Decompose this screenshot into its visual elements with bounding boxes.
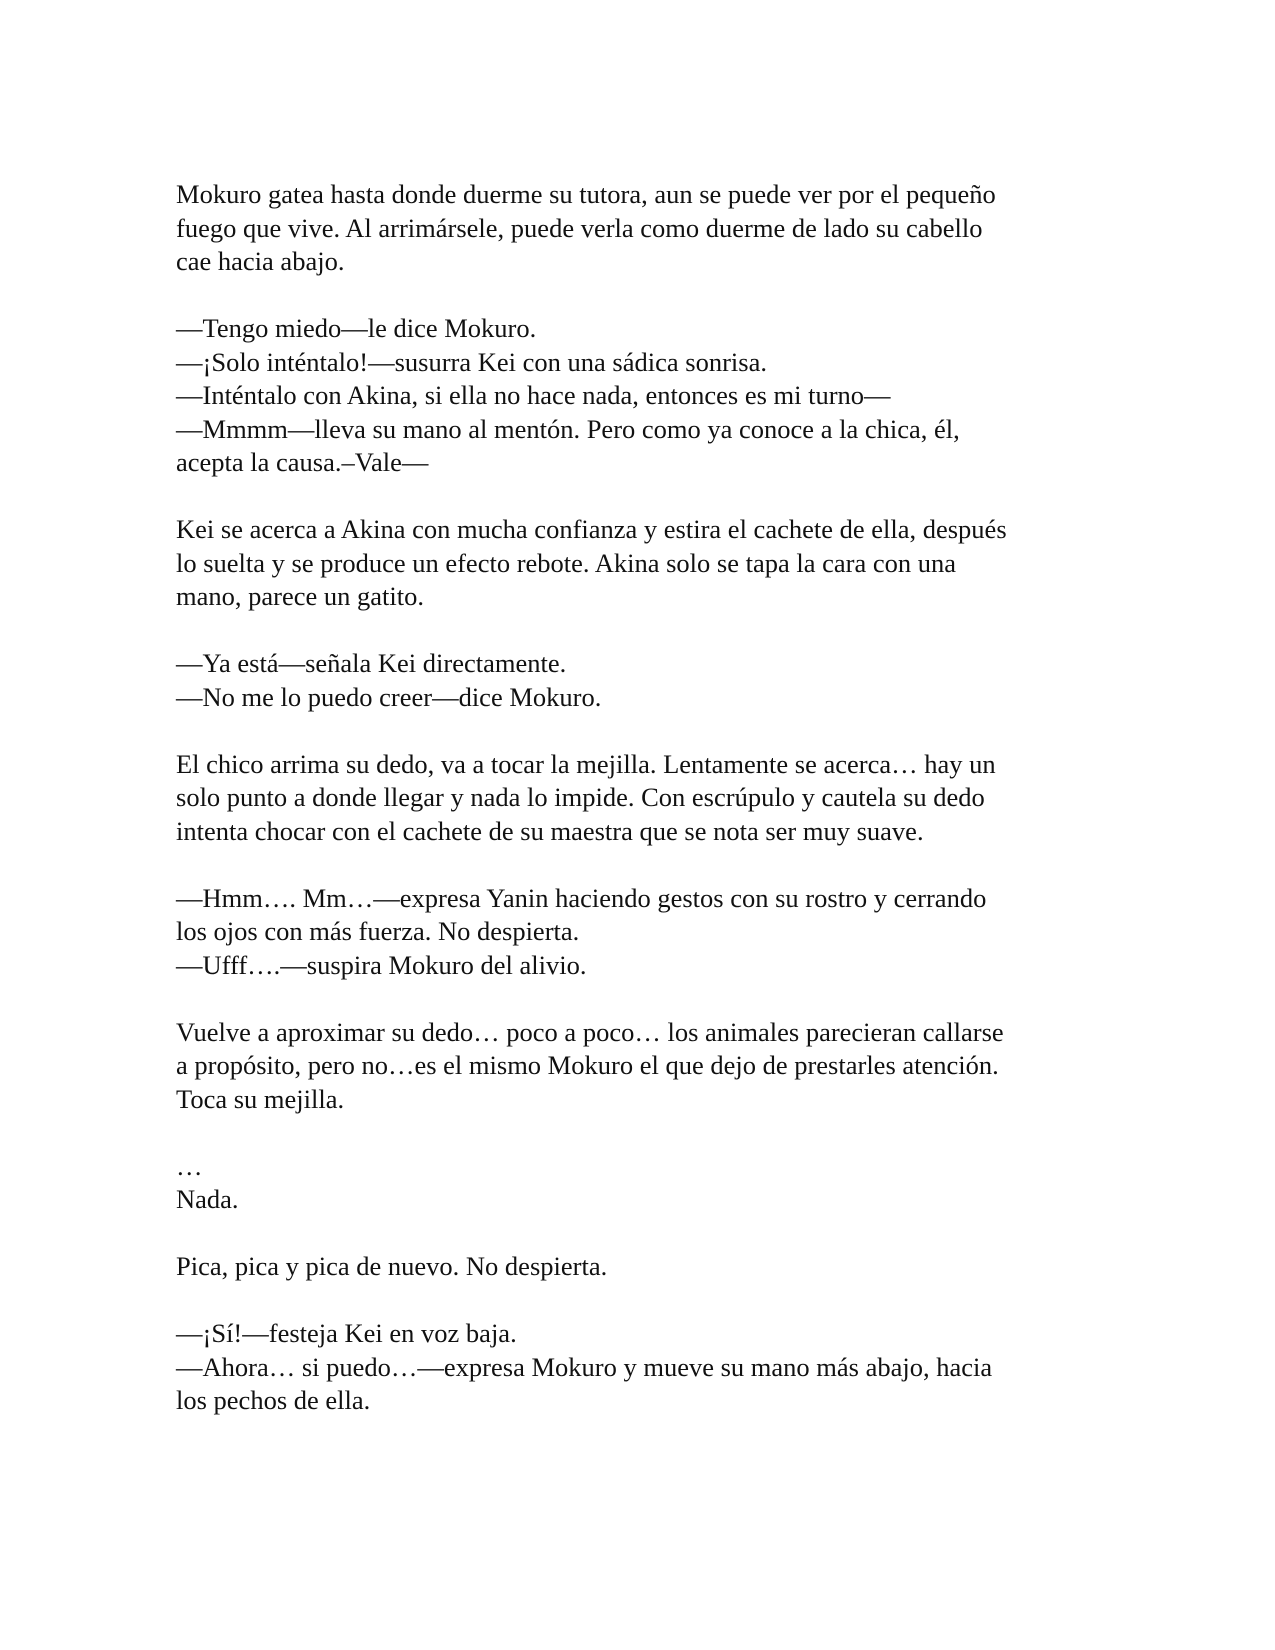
text-line: El chico arrima su dedo, va a tocar la mejilla. Lentamente se acerca… hay un [176,748,996,779]
text-line: intenta chocar con el cachete de su maestra que se nota ser muy suave. [176,815,924,846]
text-line: Mokuro gatea hasta donde duerme su tutora, aun se puede ver por el pequeño [176,179,996,209]
dialogue-line: —¡Solo inténtalo!—susurra Kei con una sádica sonrisa. [176,346,767,377]
dialogue-line: los ojos con más fuerza. No despierta. [176,916,580,946]
paragraph-6 [176,882,1096,983]
text-line: Toca su mejilla. [176,1083,345,1114]
paragraph-10 [176,1317,1096,1418]
paragraph-7 [176,1016,1096,1117]
dialogue-line: —Mmmm—lleva su mano al mentón. Pero como ya conoce a la chica, él, [176,413,960,444]
text-line: cae hacia abajo. [176,246,345,276]
paragraph-9 [176,1250,1096,1284]
dialogue-line: —¡Sí!—festeja Kei en voz baja. [176,1318,517,1348]
paragraph-2 [176,312,1096,480]
dialogue-line: —Hmm…. Mm…—expresa Yanin haciendo gestos con su rostro y cerrando [176,882,987,913]
text-line: fuego que vive. Al arrimársele, puede verla como duerme de lado su cabello [176,212,983,243]
dialogue-line: —Tengo miedo—le dice Mokuro. [176,313,537,343]
text-line: solo punto a donde llegar y nada lo impide. Con escrúpulo y cautela su dedo [176,782,985,812]
dialogue-line: —Ahora… si puedo…—expresa Mokuro y mueve su mano más abajo, hacia [176,1351,993,1382]
paragraph-4 [176,647,1096,714]
text-line: lo suelta y se produce un efecto rebote. Akina solo se tapa la cara con una [176,547,956,578]
dialogue-line: —Inténtalo con Akina, si ella no hace nada, entonces es mi turno— [176,380,891,410]
text-line: Pica, pica y pica de nuevo. No despierta. [176,1251,608,1281]
text-line: Vuelve a aproximar su dedo… poco a poco… los animales parecieran callarse [176,1016,1004,1047]
paragraph-3 [176,513,1096,614]
text-line: a propósito, pero no…es el mismo Mokuro el que dejo de prestarles atención. [176,1050,999,1080]
dialogue-line: acepta la causa.–Vale— [176,447,429,477]
paragraph-5 [176,748,1096,849]
text-line: Kei se acerca a Akina con mucha confianza y estira el cachete de ella, después [176,514,1007,544]
dialogue-line: los pechos de ella. [176,1385,371,1415]
dialogue-line: —Ufff….—suspira Mokuro del alivio. [176,949,587,980]
document-page [176,178,1096,1418]
text-line: … [176,1150,203,1181]
dialogue-line: —No me lo puedo creer—dice Mokuro. [176,681,602,712]
dialogue-line: —Ya está—señala Kei directamente. [176,648,567,678]
text-line: Nada. [176,1184,239,1214]
text-line: mano, parece un gatito. [176,581,424,611]
paragraph-1 [176,178,1096,279]
paragraph-8 [176,1150,1096,1217]
